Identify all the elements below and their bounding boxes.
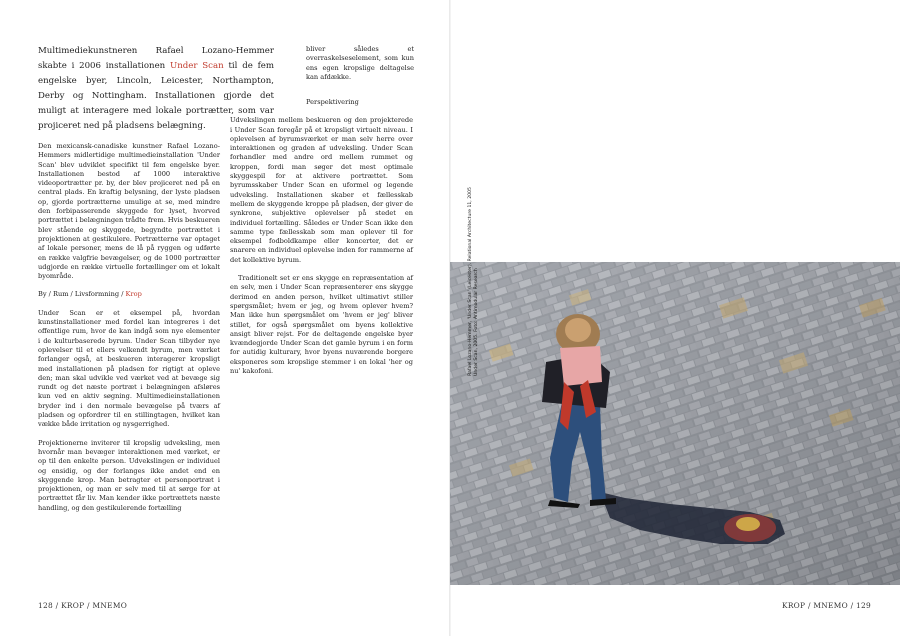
tags-prefix: By / Rum / Livsformning / xyxy=(38,290,126,299)
text-column-top-right xyxy=(306,45,414,91)
text-column-2 xyxy=(230,98,413,385)
column2-paragraph-1: Udvekslingen mellem beskueren og den projekterede i Under Scan foregår på et kropsligt virtuelt niveau. I oplevelsen af byrumsværket er man selv herre over interaktionen og graden af udveksling. Under Scan forhandler med andre ord mellem rummet og kroppen, fordi man søger det mest optimale skyggespil for at aktivere portrættet. Som byrumsskaber Under Scan en uformel og legende udveksling. Installationen skaber et fællesskab mellem de skyggende kroppe på pladsen, der giver de synkrone, subjektive oplevelser på stedet en individuel fortælling. Således er Under Scan ikke den samme type fællesskab som man oplever til for eksempel fodboldkampe eller koncerter, det er snarere en individuel oplevelse inden for rammerne af det kollektive byrum. xyxy=(230,116,413,264)
column-top-paragraph: bliver således et overraskelseselement, som kun ens egen kropslige deltagelse kan afdække. xyxy=(306,45,414,81)
text-column-1 xyxy=(38,142,220,522)
caption-line-1: Rafael Lozano-Hemmer, 'Under Scan' (Leicester). Relational Architecture 11, 2005 xyxy=(468,187,473,376)
folio-right: KROP / MNEMO / 129 xyxy=(782,601,872,610)
column2-paragraph-2: Traditionelt set er ens skygge en repræsentation af en selv, men i Under Scan repræsenterer ens skygge derimod en anden person, hvilket ultimativt stiller spørgsmålet; hvem er jeg, og hvem oplever hvem? Man ikke hun spørgsmålet om 'hvem er jeg' bliver stillet, for også spørgsmålet om byens kollektive ansigt bliver rejst. For de deltagende engelske byer kvændegjorde Under Scan det gamle byrum i en form for autidig kulturary, hvor byens nuværende borgere eksponeres som kropslige stemmer i en lokal 'her og nu' kakofoni. xyxy=(230,274,413,376)
photo-woman-carrying-child xyxy=(450,262,900,585)
tag-krop: Krop xyxy=(125,290,142,299)
photo-caption xyxy=(468,176,479,376)
intro-text-start: Multimediekunstneren Rafael Lozano-Hemmer skabte i 2006 installationen xyxy=(38,46,274,71)
column1-paragraph-1: Den mexicansk-canadiske kunstner Rafael Lozano-Hemmers midlertidige multimedieinstallation 'Under Scan' blev udviklet specifikt til fem engelske byer. Installationen bestod af 1000 interaktive videoportrætter pr. by, der blev projiceret ned på en central plads. En kraftig belysning, der lyste pladsen op, gjorde portrætterne umulige at se, med mindre den forbipasserende skyggede for lyset, hvorved portrættet i belægningen trådte frem. Hvis beskueren blev stående og skyggede, begyndte portrættet i projektionen at gestikulere. Portrætterne var optaget af lokale personer, mens de lå på ryggen og udførte en række valgfrie bevægelser, og de 1000 portrætter udgjorde en række virtuelle fortællinger om et lokalt byområde. xyxy=(38,142,220,281)
intro-text-end: til de fem engelske byer, Lincoln, Leicester, Northampton, Derby og Nottingham. Installationen gjorde det muligt at interagere med lokale portrætter, som var projiceret ned på pladsens belægning. xyxy=(38,61,275,131)
caption-line-2: Under Scan, 2005. Foto: Antimodular Research xyxy=(473,268,479,376)
column1-paragraph-3: Projektionerne inviterer til kropslig udveksling, men hvornår man bevæger interaktionen med værket, er op til den enkelte person. Udvekslingen er individuel og ensidig, og der forlanges ikke andet end en skyggende krop. Man betragter et personportræt i projektionen, og man er selv med til at sørge for at portrættet får liv. Man kender ikke portrættets næste handling, og den gestikulerende fortælling xyxy=(38,438,220,512)
column1-paragraph-2: Under Scan er et eksempel på, hvordan kunstinstallationer med fordel kan integreres i det offentlige rum, hvor de kan indgå som nye elementer i de kulturbaserede byrum. Under Scan tilbyder nye oplevelser til et ellers velkendt byrum, men værket forlanger også, at beskueren interagerer kropsligt med installationen på pladsen for rigtigt at opleve den; man skal udvikle ved værket ved at bevæge sig rundt og det næste portræt i belægningen afsløres kun ved en aktiv søgning. Multimedieinstallationen bryder ind i den normale bevægelse på tværs af pladsen og opfordrer til en stillingtagen, hvilket kan vække både irritation og nysgerrighed. xyxy=(38,308,220,429)
folio-left: 128 / KROP / MNEMO xyxy=(38,601,128,610)
photo-illustration xyxy=(450,262,900,585)
section-heading-perspektivering: Perspektivering xyxy=(306,98,359,106)
section-heading-tags xyxy=(38,290,220,299)
intro-highlight-under-scan: Under Scan xyxy=(170,61,224,71)
